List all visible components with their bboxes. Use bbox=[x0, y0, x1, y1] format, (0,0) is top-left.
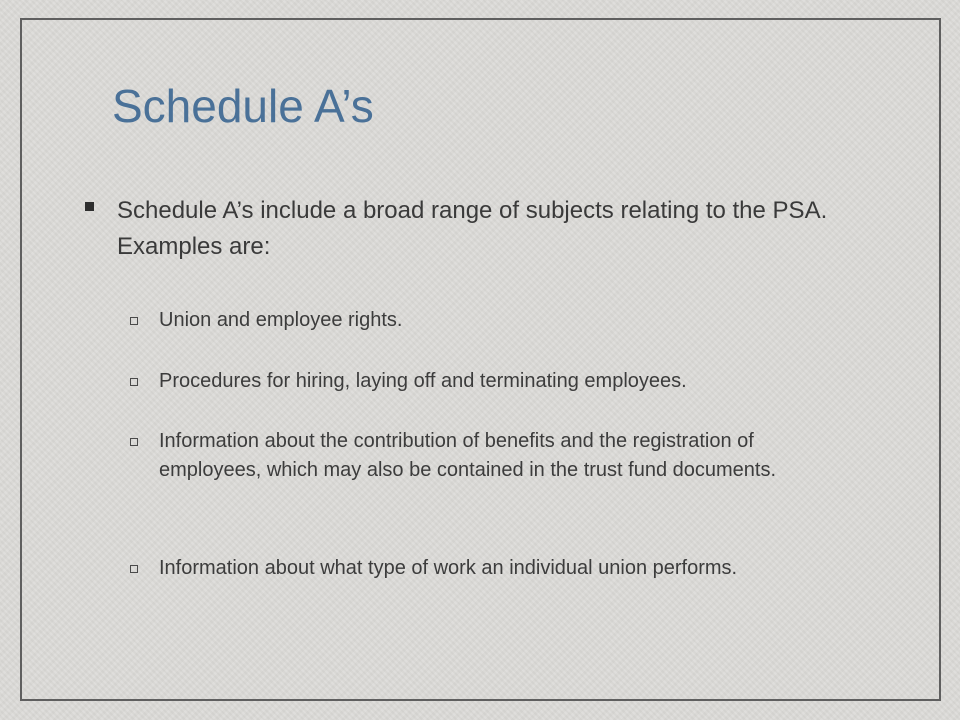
sub-bullet-text: Information about what type of work an individual union performs. bbox=[159, 557, 738, 579]
sub-bullet-text: Information about the contribution of benefits and the registration of employees, which may also be contained in the trust fund documents. bbox=[159, 430, 777, 481]
main-bullet-text: Schedule A’s include a broad range of subjects relating to the PSA. Examples are: bbox=[117, 197, 828, 260]
sub-bullet-text: Procedures for hiring, laying off and terminating employees. bbox=[159, 370, 687, 392]
filled-square-bullet-icon bbox=[85, 202, 94, 211]
hollow-square-bullet-icon bbox=[130, 317, 138, 325]
hollow-square-bullet-icon bbox=[130, 565, 138, 573]
sub-bullet-text: Union and employee rights. bbox=[159, 309, 403, 331]
slide-title: Schedule A’s bbox=[112, 80, 374, 132]
hollow-square-bullet-icon bbox=[130, 438, 138, 446]
hollow-square-bullet-icon bbox=[130, 378, 138, 386]
